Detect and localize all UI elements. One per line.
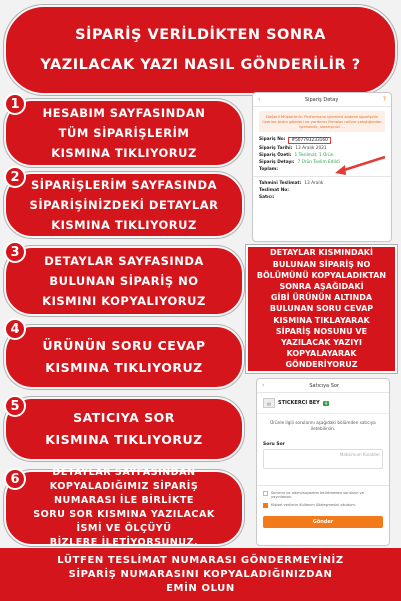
step-4-line: KISMINA TIKLIYORUZ [45, 360, 203, 375]
step-2-pill [4, 172, 244, 238]
step-5-line: KISMINA TIKLIYORUZ [45, 432, 203, 447]
step-number-6: 6 [4, 468, 26, 490]
order-number[interactable]: #507793233160 [288, 137, 330, 144]
step-1-line: HESABIM SAYFASINDAN [42, 106, 206, 120]
step-4-pill [4, 325, 244, 389]
store-icon: ▤ [263, 398, 275, 408]
help-icon: ? [382, 96, 386, 103]
order-row-label: Sipariş Detayı: [259, 160, 295, 165]
step-number-3: 3 [4, 241, 26, 263]
info-line: KOPYALAYARAK [286, 349, 357, 359]
order-row [253, 180, 391, 187]
step-1-pill [4, 99, 244, 167]
step-2-line: SİPARİŞİNİZDEKİ DETAYLAR [29, 198, 219, 212]
info-line: BÖLÜMÜNÜ KOPYALADIKTAN [256, 270, 387, 280]
step-6-pill [4, 467, 244, 548]
order-detail-title: Sipariş Detay [304, 96, 339, 103]
step-5-pill [4, 397, 244, 461]
ask-seller-title: Satıcıya Sor [309, 382, 340, 389]
order-detail-header [253, 93, 391, 107]
info-line: BULUNAN SORU CEVAP [269, 304, 374, 314]
ask-seller-header [257, 379, 389, 393]
terms-checkbox-row[interactable] [257, 501, 389, 510]
anonymous-checkbox[interactable] [263, 491, 268, 496]
step-6-line: NUMARASI İLE BİRLİKTE [54, 495, 194, 506]
terms-checkbox[interactable] [263, 503, 268, 508]
order-row-label: Teslimat No: [259, 188, 289, 193]
order-row-value: 13 Aralık 2021 [295, 146, 327, 151]
title-line-1: SİPARİŞ VERİLDİKTEN SONRA [75, 27, 326, 43]
seller-name: STICKERCI BEY [278, 400, 320, 406]
order-row [253, 145, 391, 152]
order-row [253, 136, 391, 145]
order-row-value: 1 Teslimat, 1 Ürün [294, 153, 334, 158]
footer-line: LÜTFEN TESLİMAT NUMARASI GÖNDERMEYİNİZ [57, 554, 344, 566]
step-6-line: İSMİ VE ÖLÇÜYÜ [76, 523, 172, 534]
divider [257, 485, 389, 486]
seller-row [257, 393, 389, 414]
question-textarea[interactable] [263, 449, 383, 469]
info-line: DETAYLAR KISMINDAKİ [270, 248, 373, 258]
step-1-line: TÜM SİPARİŞLERİM [58, 126, 190, 140]
order-row-label: Sipariş Tarihi: [259, 146, 293, 151]
step-number-4: 4 [4, 318, 26, 340]
step-6-line: BİZLERE İLETİYORSUNUZ. [49, 537, 199, 548]
order-row-value: 7 Ürün Teslim Edildi [297, 160, 340, 165]
ask-seller-prompt: Ürünle ilgili sorularını aşağıdaki bölümden satıcıya iletebilirsin. [270, 420, 376, 431]
back-arrow-icon: ‹ [258, 96, 261, 103]
info-line: KISMINA TIKLAYARAK [273, 315, 370, 325]
back-arrow-icon[interactable]: ‹ [262, 382, 265, 389]
info-line: GİBİ ÜRÜNÜN ALTINDA [270, 293, 373, 303]
step-5-line: SATICIYA SOR [73, 410, 175, 425]
question-placeholder: Maksimum Karakter [339, 452, 380, 457]
order-row-value: 13 Aralık [304, 181, 324, 186]
title-banner [4, 5, 397, 95]
info-line: GÖNDERİYORUZ [285, 360, 358, 370]
step-3-line: BULUNAN SİPARİŞ NO [49, 274, 199, 288]
step-number-2: 2 [4, 166, 26, 188]
step-2-line: KISMINA TIKLIYORUZ [51, 218, 197, 232]
anonymous-checkbox-label: Sorumu ve adımı/soyadımı belirtmeden sorulsun ve yayınlansın. [271, 491, 364, 499]
step-6-line: KOPYALADIĞIMIZ SİPARİŞ [49, 481, 199, 492]
info-box [246, 245, 397, 373]
info-line: SİPARİŞ NOSUNU VE [275, 326, 368, 336]
step-6-line: DETAYLAR SAYFASINDAN [52, 467, 196, 478]
order-notice: Değerli Müşterimiz; Performans işlemleri sadece siparişiniz üzerine bizim gönderi ve yardımcı firmalar rolüne çalıştığından işlenebilir, siparişinizi ... [259, 111, 385, 132]
question-label: Soru Sor [263, 442, 285, 447]
order-row [253, 194, 391, 201]
anonymous-checkbox-row[interactable] [257, 489, 389, 501]
order-row-label: Tahmini Teslimat: [259, 181, 302, 186]
order-row [253, 187, 391, 194]
title-line-2: YAZILACAK YAZI NASIL GÖNDERİLİR ? [40, 57, 361, 73]
footer-line: SİPARİŞ NUMARASINI KOPYALADIĞINIZDAN [68, 568, 333, 580]
order-row-label: Sipariş No: [259, 137, 286, 142]
pointer-arrow-icon [333, 155, 389, 177]
info-line: BULUNAN SİPARİŞ NO [272, 259, 371, 269]
footer-line: EMİN OLUN [166, 582, 235, 594]
step-1-line: KISMINA TIKLIYORUZ [51, 146, 197, 160]
step-3-line: DETAYLAR SAYFASINDA [44, 254, 204, 268]
order-row-label: Sipariş Özeti: [259, 153, 292, 158]
info-line: SONRA AŞAĞIDAKİ [279, 282, 364, 291]
step-3-pill [4, 246, 244, 316]
step-6-line: SORU SOR KISMINA YAZILACAK [33, 509, 215, 520]
step-2-line: SİPARİŞLERİM SAYFASINDA [31, 178, 217, 192]
seller-rating-badge: 9 [324, 400, 328, 406]
step-number-5: 5 [4, 395, 26, 417]
step-4-line: ÜRÜNÜN SORU CEVAP [42, 338, 206, 353]
step-3-line: KISMINI KOPYALIYORUZ [42, 294, 206, 308]
order-row-label: Toplam: [259, 167, 278, 172]
send-button[interactable]: Gönder [263, 516, 383, 528]
footer-warning [0, 548, 401, 601]
order-row-label: Satıcı: [259, 195, 275, 200]
info-line: YAZILACAK YAZIYI [280, 338, 363, 348]
order-detail-screenshot [252, 92, 392, 242]
ask-seller-screenshot [256, 378, 390, 546]
terms-checkbox-label: Kişisel verilerin Kullanım Sözleşmesini okudum. [271, 503, 357, 507]
step-number-1: 1 [4, 93, 26, 115]
